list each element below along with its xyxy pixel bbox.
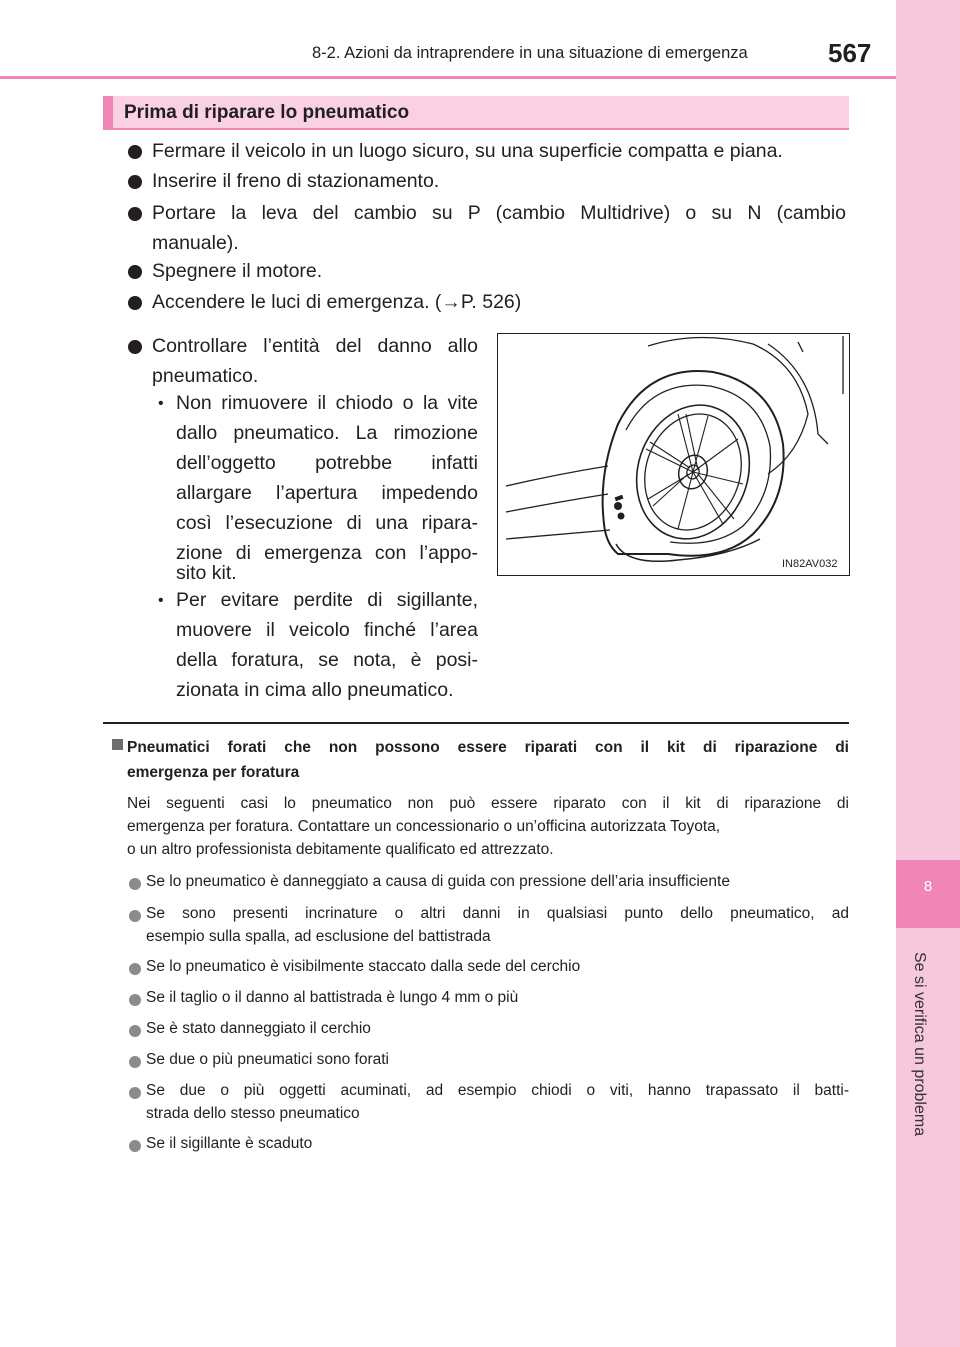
- sub-bullet-marker: •: [158, 592, 164, 609]
- bullet-dot: [128, 340, 142, 354]
- condition-bullet: [129, 1087, 141, 1099]
- sub-bullet-line: Non rimuovere il chiodo o la vite: [176, 392, 478, 414]
- bullet-text: Controllare l’entità del danno allo: [152, 335, 478, 357]
- bullet-text: Portare la leva del cambio su P (cambio Multidrive) o su N (cambio: [152, 202, 846, 224]
- sub-bullet-line: dell’oggetto potrebbe infatti: [176, 452, 478, 474]
- sub-bullet-line: muovere il veicolo finché l’area: [176, 619, 478, 641]
- condition-bullet: [129, 994, 141, 1006]
- condition-bullet: [129, 910, 141, 922]
- flat-tire-illustration: [497, 333, 850, 576]
- sub-bullet-line: così l’esecuzione di una ripara-: [176, 512, 478, 534]
- condition-bullet: [129, 1056, 141, 1068]
- note-intro-line: o un altro professionista debitamente qualificato ed attrezzato.: [127, 841, 554, 858]
- bullet-text: Inserire il freno di stazionamento.: [152, 170, 440, 192]
- bullet-dot: [128, 207, 142, 221]
- condition-text: Se due o più pneumatici sono forati: [146, 1051, 389, 1068]
- bullet-text: manuale).: [152, 232, 239, 254]
- sub-bullet-line: zione di emergenza con l’appo-: [176, 542, 478, 564]
- wheel-drawing: [498, 334, 849, 575]
- note-title-line: Pneumatici forati che non possono essere riparati con il kit di riparazione di: [127, 739, 849, 756]
- illustration-code: IN82AV032: [782, 558, 838, 570]
- header-rule: [0, 76, 896, 79]
- section-title: Prima di riparare lo pneumatico: [124, 102, 410, 123]
- note-square-marker: [112, 739, 123, 750]
- page-number: 567: [828, 38, 872, 68]
- condition-text: Se due o più oggetti acuminati, ad esempio chiodi o viti, hanno trapassato il batti-: [146, 1082, 849, 1099]
- bullet-text: pneumatico.: [152, 365, 259, 387]
- note-intro-line: emergenza per foratura. Contattare un concessionario o un’officina autorizzata Toyota,: [127, 818, 721, 835]
- chapter-side-tab: [896, 0, 960, 1347]
- condition-bullet: [129, 878, 141, 890]
- note-title-line: emergenza per foratura: [127, 764, 300, 781]
- condition-text: Se lo pneumatico è visibilmente staccato dalla sede del cerchio: [146, 958, 581, 975]
- sub-bullet-line: zionata in cima allo pneumatico.: [176, 679, 454, 701]
- bullet-dot: [128, 296, 142, 310]
- condition-text: Se sono presenti incrinature o altri danni in qualsiasi punto dello pneumatico, ad: [146, 905, 849, 922]
- sub-bullet-line: dallo pneumatico. La rimozione: [176, 422, 478, 444]
- bullet-dot: [128, 265, 142, 279]
- condition-text: strada dello stesso pneumatico: [146, 1105, 360, 1122]
- sub-bullet-line: Per evitare perdite di sigillante,: [176, 589, 478, 611]
- bullet-text: Accendere le luci di emergenza. (→P. 526): [152, 291, 522, 313]
- bullet-text: Spegnere il motore.: [152, 260, 323, 282]
- condition-text: Se il taglio o il danno al battistrada è lungo 4 mm o più: [146, 989, 519, 1006]
- condition-text: Se il sigillante è scaduto: [146, 1135, 313, 1152]
- condition-bullet: [129, 1140, 141, 1152]
- bullet-dot: [128, 175, 142, 189]
- condition-text: Se lo pneumatico è danneggiato a causa di guida con pressione dell’aria insufficiente: [146, 873, 730, 890]
- note-intro-line: Nei seguenti casi lo pneumatico non può essere riparato con il kit di riparazione di: [127, 795, 849, 812]
- section-title-bar: [103, 96, 113, 130]
- bullet-text: Fermare il veicolo in un luogo sicuro, su una superficie compatta e piana.: [152, 140, 783, 162]
- chapter-title: Se si verifica un problema: [911, 952, 928, 1137]
- sub-bullet-line: della foratura, se nota, è posi-: [176, 649, 478, 671]
- condition-text: Se è stato danneggiato il cerchio: [146, 1020, 371, 1037]
- bullet-dot: [128, 145, 142, 159]
- sub-bullet-marker: •: [158, 395, 164, 412]
- section-divider: [103, 722, 849, 724]
- sub-bullet-line: allargare l’apertura impedendo: [176, 482, 478, 504]
- condition-text: esempio sulla spalla, ad esclusione del battistrada: [146, 928, 491, 945]
- running-header: 8-2. Azioni da intraprendere in una situazione di emergenza: [312, 44, 748, 62]
- condition-bullet: [129, 963, 141, 975]
- chapter-number: 8: [923, 878, 933, 895]
- condition-bullet: [129, 1025, 141, 1037]
- sub-bullet-line: sito kit.: [176, 562, 237, 584]
